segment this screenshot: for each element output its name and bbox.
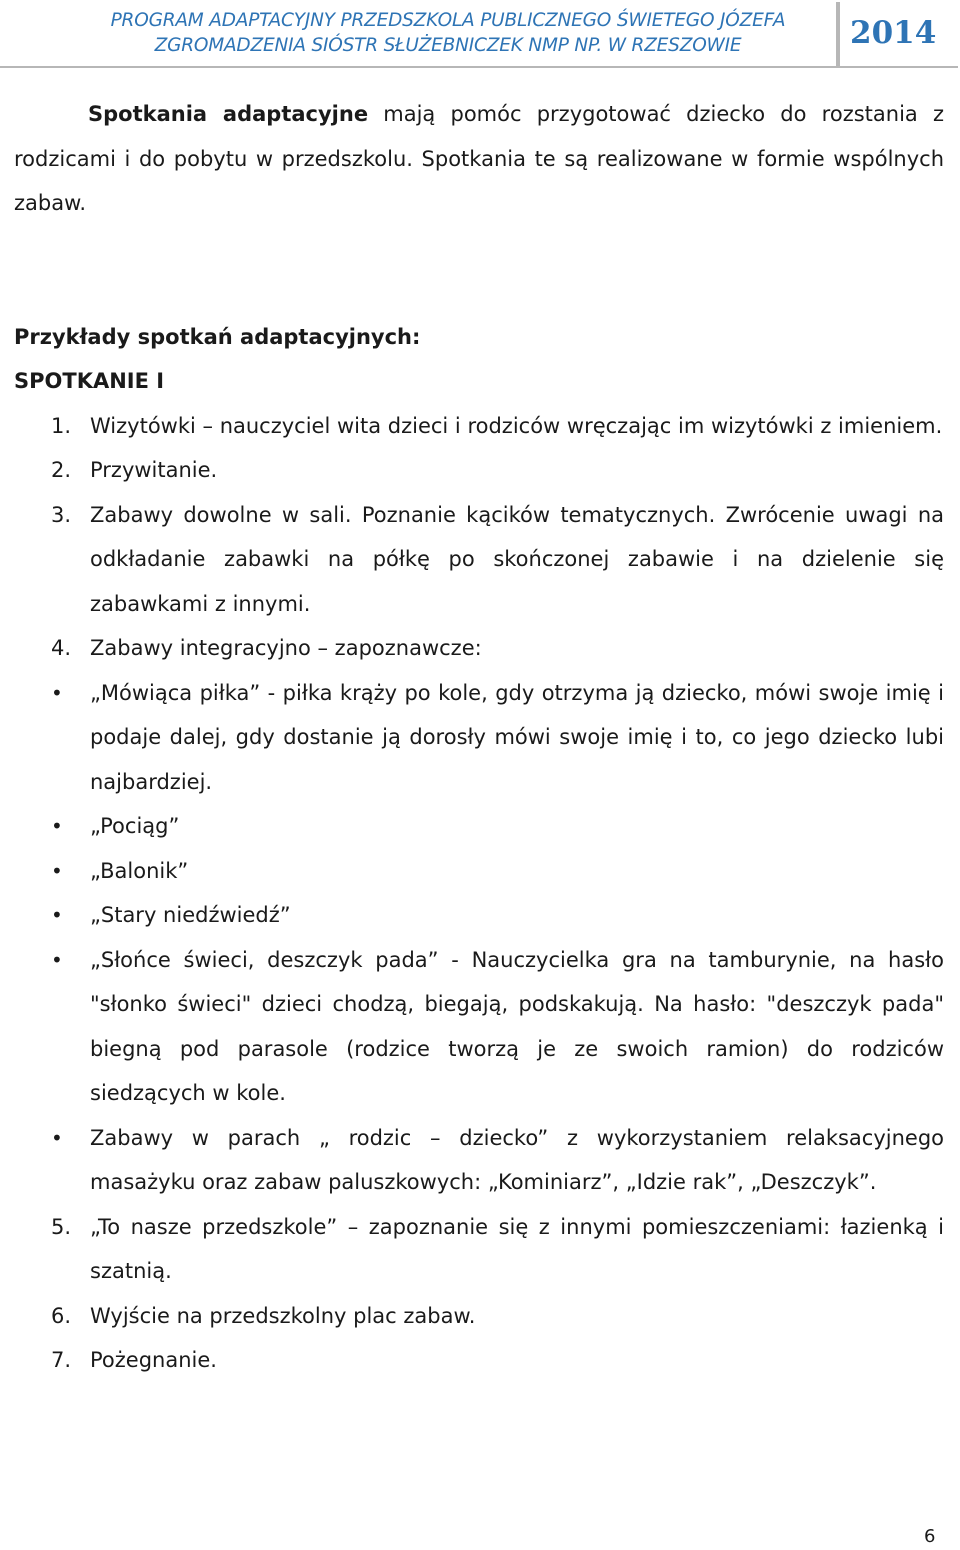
header-separator: [836, 2, 840, 66]
list-item: [14, 626, 944, 1205]
list-item: [14, 671, 944, 805]
item-text: „To nasze przedszkole” – zapoznanie się z innymi pomieszczeniami: łazienką i szatnią.: [90, 1214, 944, 1283]
steps-list: [14, 404, 944, 1383]
list-item: [14, 1116, 944, 1205]
meeting-heading: SPOTKANIE I: [14, 369, 165, 393]
header-title-line-2: ZGROMADZENIA SIÓSTR SŁUŻEBNICZEK NMP NP. W RZESZOWIE: [154, 35, 742, 56]
intro-text: mają pomóc przygotować dziecko do rozstania z rodzicami i do pobytu w przedszkolu. Spotkania te są realizowane w formie wspólnych zabaw.: [14, 102, 944, 215]
item-text: „Pociąg”: [90, 814, 180, 838]
item-number: 3.: [51, 502, 72, 527]
bullet-icon: •: [51, 858, 63, 883]
page-number: 6: [924, 1526, 936, 1547]
header-year: 2014: [850, 15, 937, 51]
list-item: [14, 1294, 944, 1339]
item-number: 6.: [51, 1303, 72, 1328]
bullet-icon: •: [51, 680, 63, 705]
item-text: Wyjście na przedszkolny plac zabaw.: [90, 1303, 476, 1328]
item-number: 1.: [51, 413, 72, 438]
item-text: „Mówiąca piłka” - piłka krąży po kole, gdy otrzyma ją dziecko, mówi swoje imię i podaje dalej, gdy dostanie ją dorosły mówi swoje imię i to, co jego dziecko lubi najbardziej.: [90, 680, 944, 794]
bullet-icon: •: [51, 1125, 63, 1150]
item-text: „Balonik”: [90, 858, 189, 883]
page-header: [0, 0, 960, 68]
list-item: [14, 938, 944, 1116]
item-number: 4.: [51, 636, 72, 660]
item-number: 2.: [51, 458, 72, 482]
bullet-icon: •: [51, 947, 63, 972]
item-number: 5.: [51, 1214, 72, 1239]
list-item: [14, 804, 944, 849]
spacer: [14, 226, 944, 315]
item-number: 7.: [51, 1348, 72, 1372]
item-text: Zabawy integracyjno – zapoznawcze:: [90, 636, 482, 660]
header-title-line-1: PROGRAM ADAPTACYJNY PRZEDSZKOLA PUBLICZNEGO ŚWIETEGO JÓZEFA: [110, 10, 786, 31]
list-item: [14, 1338, 944, 1383]
list-item: [14, 448, 944, 493]
games-list: [14, 671, 944, 1205]
item-text: „Stary niedźwiedź”: [90, 903, 291, 927]
item-text: „Słońce świeci, deszczyk pada” - Nauczycielka gra na tamburynie, na hasło "słonko świeci" dzieci chodzą, biegają, podskakują. Na hasło: "deszczyk pada" biegną pod parasole (rodzice tworzą je ze swoich ramion) do rodziców siedzących w kole.: [90, 947, 944, 1105]
list-item: [14, 893, 944, 938]
header-rule: [0, 66, 958, 68]
list-item: [14, 493, 944, 627]
intro-paragraph: [14, 92, 944, 226]
list-item: [14, 1205, 944, 1294]
item-text: Zabawy dowolne w sali. Poznanie kącików tematycznych. Zwrócenie uwagi na odkładanie zabawki na półkę po skończonej zabawie i na dzielenie się zabawkami z innymi.: [90, 502, 944, 616]
examples-heading: Przykłady spotkań adaptacyjnych:: [14, 324, 421, 349]
header-title: [78, 8, 818, 58]
item-text: Przywitanie.: [90, 458, 218, 482]
intro-bold-term: Spotkania adaptacyjne: [88, 102, 369, 126]
list-item: [14, 404, 944, 449]
list-item: [14, 849, 944, 894]
document-body: [14, 92, 944, 1383]
item-text: Zabawy w parach „ rodzic – dziecko” z wykorzystaniem relaksacyjnego masażyku oraz zabaw paluszkowych: „Kominiarz”, „Idzie rak”, „Deszczyk”.: [90, 1125, 944, 1194]
item-text: Wizytówki – nauczyciel wita dzieci i rodziców wręczając im wizytówki z imieniem.: [90, 413, 943, 438]
bullet-icon: •: [51, 903, 63, 927]
bullet-icon: •: [51, 814, 63, 838]
item-text: Pożegnanie.: [90, 1348, 217, 1372]
